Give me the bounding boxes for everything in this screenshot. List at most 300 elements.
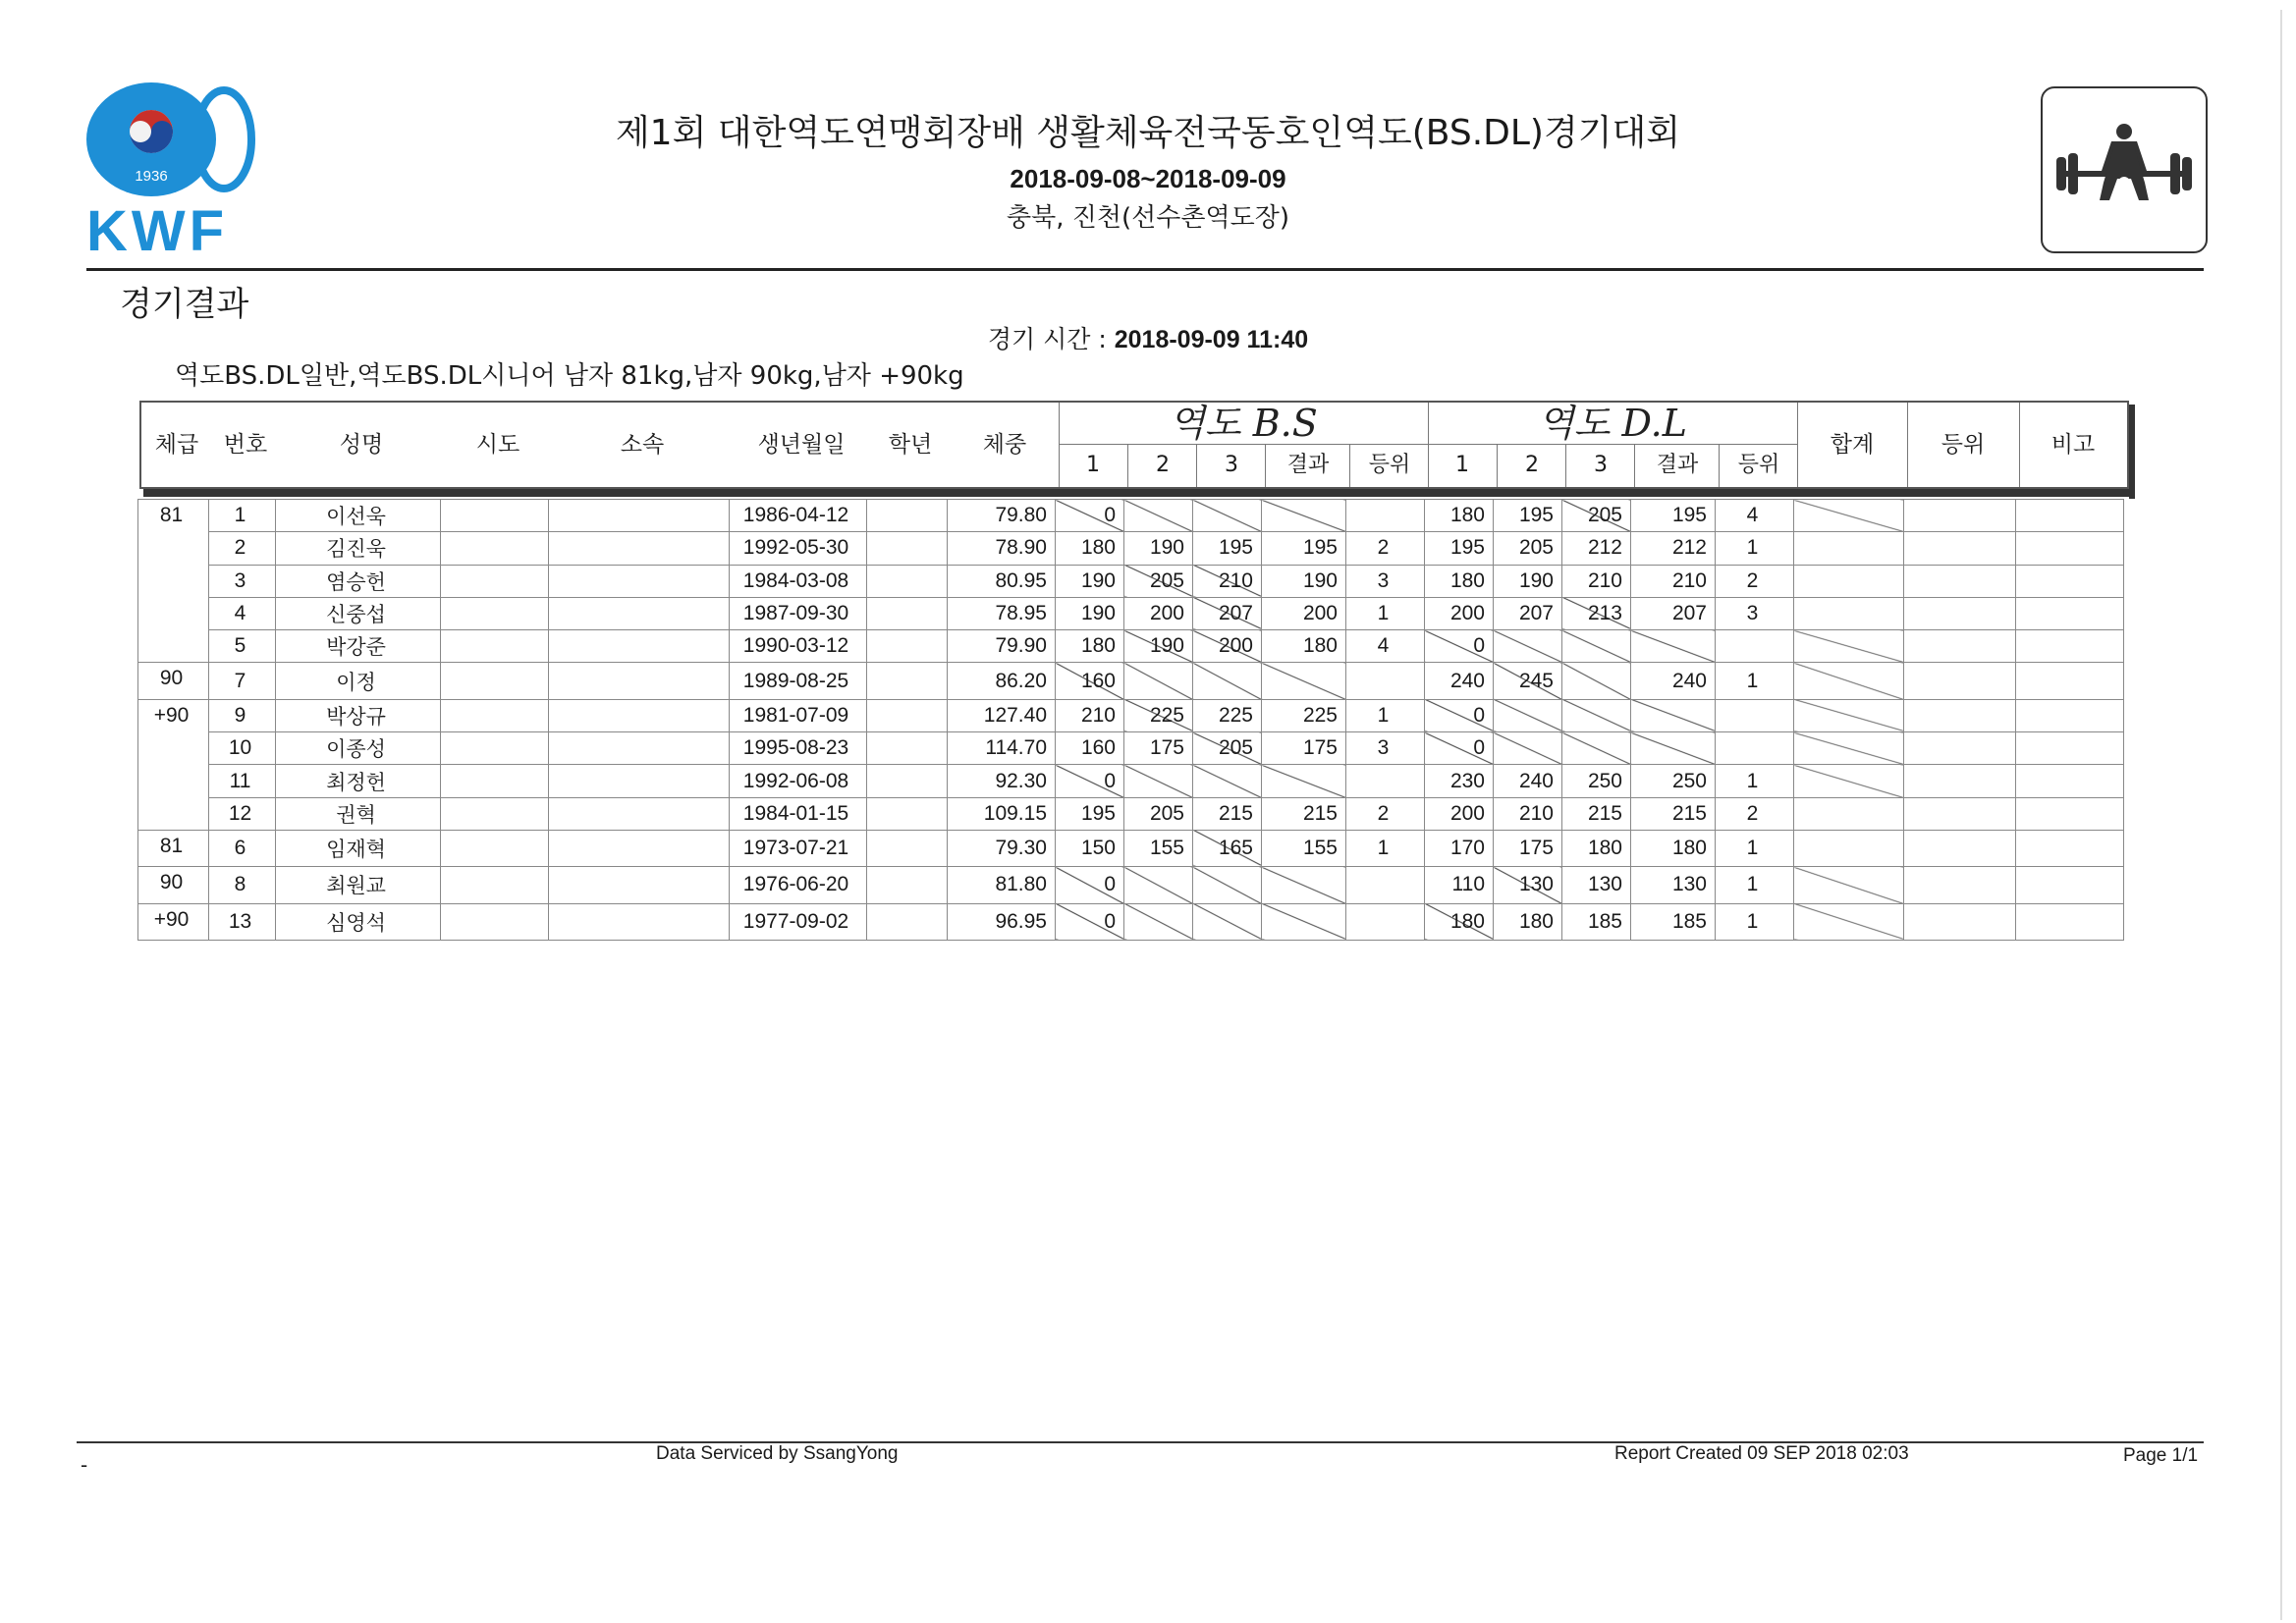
bs-attempt-2: 2 [1127,444,1197,487]
table-row [138,630,2124,663]
cell-bs-attempt [1193,867,1262,903]
footer-created: Report Created 09 SEP 2018 02:03 [1614,1443,1909,1464]
cell-name: 이종성 [276,732,441,765]
cell-name: 심영석 [276,903,441,940]
col-note: 비고 [2050,432,2096,458]
cell-bs-rank: 1 [1346,597,1425,629]
cell-grade [867,903,948,940]
cell-bs-attempt: 205 [1124,565,1193,597]
cell-affiliation [549,699,730,731]
cell-region [441,630,549,663]
col-affiliation: 소속 [620,432,665,458]
cell-bs-result: 175 [1262,732,1346,765]
logo-text: KWF [86,199,229,263]
cell-bs-attempt: 207 [1193,597,1262,629]
cell-bs-attempt [1124,867,1193,903]
cell-overall-rank [1904,765,2016,797]
cell-grade [867,830,948,866]
cell-total [1794,732,1904,765]
cell-overall-rank [1904,597,2016,629]
cell-dl-attempt: 240 [1494,765,1562,797]
dl-rank: 등위 [1719,444,1798,487]
cell-total [1794,699,1904,731]
cell-bs-result: 155 [1262,830,1346,866]
cell-bs-result [1262,765,1346,797]
cell-no: 5 [209,630,276,663]
cell-note [2016,765,2124,797]
cell-bs-result: 215 [1262,797,1346,830]
cell-dl-rank: 2 [1716,565,1794,597]
table-row [138,765,2124,797]
cell-dl-result: 210 [1631,565,1716,597]
cell-note [2016,532,2124,565]
cell-name: 염승헌 [276,565,441,597]
cell-no: 6 [209,830,276,866]
cell-total [1794,500,1904,532]
cell-total [1794,797,1904,830]
cell-dl-attempt [1494,630,1562,663]
cell-dl-attempt: 175 [1494,830,1562,866]
scan-edge [2280,10,2282,1620]
cell-bs-result: 190 [1262,565,1346,597]
cell-dl-attempt [1562,663,1631,699]
cell-region [441,903,549,940]
cell-affiliation [549,903,730,940]
cell-grade [867,663,948,699]
event-description: 역도BS.DL일반,역도BS.DL시니어 남자 81kg,남자 90kg,남자 +90kg [175,361,964,391]
cell-total [1794,532,1904,565]
cell-region [441,663,549,699]
cell-region [441,867,549,903]
cell-bs-attempt: 200 [1193,630,1262,663]
cell-grade [867,797,948,830]
cell-affiliation [549,500,730,532]
bs-group-label: 역도 B.S [1169,402,1318,445]
bs-rank: 등위 [1349,444,1429,487]
cell-name: 권혁 [276,797,441,830]
cell-dl-rank: 1 [1716,765,1794,797]
table-row [138,597,2124,629]
cell-bodyweight: 92.30 [948,765,1056,797]
cell-birth: 1977-09-02 [730,903,867,940]
cell-birth: 1986-04-12 [730,500,867,532]
cell-bs-attempt: 0 [1056,867,1124,903]
cell-bs-result: 180 [1262,630,1346,663]
cell-dl-result: 195 [1631,500,1716,532]
cell-total [1794,597,1904,629]
cell-bodyweight: 79.80 [948,500,1056,532]
cell-dl-rank: 1 [1716,830,1794,866]
cell-dl-attempt: 170 [1425,830,1494,866]
cell-class: 90 [138,867,209,903]
cell-dl-attempt: 215 [1562,797,1631,830]
cell-dl-result: 250 [1631,765,1716,797]
cell-bs-rank [1346,500,1425,532]
cell-birth: 1984-03-08 [730,565,867,597]
cell-dl-attempt: 240 [1425,663,1494,699]
cell-bs-attempt: 200 [1124,597,1193,629]
cell-dl-attempt: 250 [1562,765,1631,797]
cell-bs-rank [1346,867,1425,903]
cell-name: 김진욱 [276,532,441,565]
cell-dl-attempt: 205 [1494,532,1562,565]
cell-overall-rank [1904,500,2016,532]
cell-note [2016,597,2124,629]
cell-birth: 1995-08-23 [730,732,867,765]
cell-dl-attempt: 210 [1562,565,1631,597]
cell-total [1794,903,1904,940]
dl-group-label: 역도 D.L [1538,402,1687,445]
cell-name: 이선욱 [276,500,441,532]
cell-affiliation [549,630,730,663]
table-row [138,565,2124,597]
cell-dl-attempt [1562,732,1631,765]
cell-dl-rank: 2 [1716,797,1794,830]
weightlifter-icon [2043,88,2206,251]
cell-bs-attempt: 210 [1056,699,1124,731]
cell-bs-attempt: 180 [1056,630,1124,663]
cell-note [2016,903,2124,940]
cell-affiliation [549,732,730,765]
cell-bodyweight: 127.40 [948,699,1056,731]
cell-note [2016,630,2124,663]
cell-bs-attempt: 215 [1193,797,1262,830]
cell-dl-attempt: 200 [1425,597,1494,629]
cell-overall-rank [1904,830,2016,866]
cell-dl-attempt: 195 [1494,500,1562,532]
dl-result: 결과 [1634,444,1720,487]
cell-class: +90 [138,903,209,940]
cell-region [441,500,549,532]
cell-dl-attempt: 185 [1562,903,1631,940]
cell-dl-result [1631,732,1716,765]
cell-bs-attempt: 225 [1124,699,1193,731]
cell-affiliation [549,597,730,629]
cell-dl-result: 185 [1631,903,1716,940]
cell-region [441,830,549,866]
cell-name: 박상규 [276,699,441,731]
cell-bs-attempt: 0 [1056,903,1124,940]
footer-service: Data Serviced by SsangYong [656,1443,899,1464]
bs-attempt-1: 1 [1086,453,1100,477]
cell-bs-attempt: 190 [1124,630,1193,663]
cell-dl-attempt [1494,699,1562,731]
cell-bs-attempt [1124,765,1193,797]
cell-birth: 1992-05-30 [730,532,867,565]
cell-grade [867,565,948,597]
cell-no: 3 [209,565,276,597]
cell-dl-attempt: 213 [1562,597,1631,629]
cell-bs-result: 225 [1262,699,1346,731]
cell-bs-rank: 2 [1346,797,1425,830]
cell-overall-rank [1904,699,2016,731]
cell-bs-result [1262,867,1346,903]
cell-birth: 1987-09-30 [730,597,867,629]
cell-grade [867,630,948,663]
header-shadow [2129,405,2135,499]
cell-no: 11 [209,765,276,797]
cell-affiliation [549,663,730,699]
cell-note [2016,565,2124,597]
table-row [138,699,2124,731]
cell-bs-attempt: 190 [1124,532,1193,565]
cell-grade [867,500,948,532]
cell-bodyweight: 109.15 [948,797,1056,830]
cell-bs-rank [1346,765,1425,797]
bs-result: 결과 [1265,444,1350,487]
footer-page: Page 1/1 [2123,1445,2199,1466]
cell-note [2016,699,2124,731]
competition-venue: 충북, 진천(선수촌역도장) [1007,203,1289,233]
cell-overall-rank [1904,532,2016,565]
cell-dl-attempt: 110 [1425,867,1494,903]
table-row [138,903,2124,940]
results-table [137,499,2124,941]
cell-bodyweight: 96.95 [948,903,1056,940]
cell-region [441,765,549,797]
cell-dl-result [1631,630,1716,663]
cell-region [441,565,549,597]
cell-no: 12 [209,797,276,830]
cell-birth: 1992-06-08 [730,765,867,797]
table-row [138,867,2124,903]
cell-bs-rank [1346,663,1425,699]
cell-bs-rank: 3 [1346,732,1425,765]
cell-birth: 1976-06-20 [730,867,867,903]
cell-dl-attempt: 205 [1562,500,1631,532]
cell-dl-attempt [1494,732,1562,765]
cell-class: 81 [138,830,209,866]
cell-name: 신중섭 [276,597,441,629]
cell-dl-attempt: 0 [1425,699,1494,731]
col-overall-rank: 등위 [1941,432,1986,458]
cell-note [2016,500,2124,532]
cell-region [441,732,549,765]
cell-bs-attempt: 195 [1056,797,1124,830]
cell-dl-result: 215 [1631,797,1716,830]
cell-bodyweight: 79.90 [948,630,1056,663]
cell-affiliation [549,565,730,597]
cell-bs-rank: 1 [1346,830,1425,866]
cell-dl-attempt: 190 [1494,565,1562,597]
cell-dl-attempt: 180 [1425,565,1494,597]
dl-attempt-1: 1 [1455,453,1469,477]
cell-bs-attempt: 180 [1056,532,1124,565]
cell-bs-attempt: 190 [1056,565,1124,597]
table-row [138,532,2124,565]
cell-birth: 1973-07-21 [730,830,867,866]
cell-overall-rank [1904,565,2016,597]
cell-dl-rank: 1 [1716,532,1794,565]
cell-overall-rank [1904,797,2016,830]
cell-bs-rank: 1 [1346,699,1425,731]
cell-note [2016,797,2124,830]
cell-bs-attempt [1124,500,1193,532]
cell-bs-attempt: 210 [1193,565,1262,597]
cell-dl-rank [1716,699,1794,731]
cell-name: 임재혁 [276,830,441,866]
cell-dl-attempt: 180 [1425,903,1494,940]
document-title: 제1회 대한역도연맹회장배 생활체육전국동호인역도(BS.DL)경기대회 [615,113,1681,153]
cell-dl-result: 212 [1631,532,1716,565]
cell-grade [867,732,948,765]
cell-region [441,797,549,830]
header-divider [86,268,2204,271]
cell-bs-result [1262,500,1346,532]
cell-bs-attempt: 195 [1193,532,1262,565]
cell-birth: 1989-08-25 [730,663,867,699]
table-row [138,797,2124,830]
cell-bodyweight: 78.95 [948,597,1056,629]
cell-dl-rank [1716,630,1794,663]
cell-overall-rank [1904,903,2016,940]
cell-bodyweight: 86.20 [948,663,1056,699]
section-title: 경기결과 [120,285,249,324]
cell-dl-result: 207 [1631,597,1716,629]
cell-name: 최정헌 [276,765,441,797]
cell-name: 이정 [276,663,441,699]
results-table-header [139,401,2129,489]
cell-dl-attempt: 180 [1425,500,1494,532]
cell-no: 4 [209,597,276,629]
cell-grade [867,699,948,731]
cell-dl-rank: 1 [1716,663,1794,699]
cell-bs-rank: 4 [1346,630,1425,663]
cell-grade [867,597,948,629]
cell-bodyweight: 81.80 [948,867,1056,903]
cell-bs-result: 200 [1262,597,1346,629]
cell-region [441,597,549,629]
cell-dl-result: 130 [1631,867,1716,903]
cell-bs-attempt: 165 [1193,830,1262,866]
cell-bs-attempt: 225 [1193,699,1262,731]
cell-no: 7 [209,663,276,699]
cell-dl-attempt: 210 [1494,797,1562,830]
cell-note [2016,867,2124,903]
cell-bs-attempt: 190 [1056,597,1124,629]
cell-dl-attempt: 130 [1494,867,1562,903]
cell-birth: 1990-03-12 [730,630,867,663]
cell-dl-rank: 1 [1716,903,1794,940]
competition-time [0,320,2296,355]
cell-bs-attempt [1193,903,1262,940]
competition-dates: 2018-09-08~2018-09-09 [1010,164,1286,193]
cell-bs-attempt [1124,903,1193,940]
cell-dl-rank: 3 [1716,597,1794,629]
cell-no: 1 [209,500,276,532]
cell-birth: 1984-01-15 [730,797,867,830]
dl-attempt-2: 2 [1497,444,1566,487]
cell-bs-result [1262,903,1346,940]
cell-bs-attempt [1193,765,1262,797]
col-grade: 학년 [888,432,933,458]
cell-note [2016,732,2124,765]
cell-bodyweight: 80.95 [948,565,1056,597]
cell-affiliation [549,765,730,797]
cell-overall-rank [1904,630,2016,663]
cell-grade [867,532,948,565]
cell-affiliation [549,797,730,830]
cell-grade [867,765,948,797]
col-bodyweight: 체중 [982,432,1027,458]
cell-bs-attempt: 155 [1124,830,1193,866]
cell-bs-attempt: 0 [1056,500,1124,532]
cell-birth: 1981-07-09 [730,699,867,731]
cell-total [1794,867,1904,903]
cell-total [1794,765,1904,797]
cell-bs-rank: 3 [1346,565,1425,597]
cell-total [1794,663,1904,699]
cell-no: 9 [209,699,276,731]
cell-dl-result: 180 [1631,830,1716,866]
cell-no: 13 [209,903,276,940]
cell-total [1794,565,1904,597]
col-name: 성명 [339,432,384,458]
cell-dl-attempt: 0 [1425,630,1494,663]
cell-grade [867,867,948,903]
cell-dl-attempt: 230 [1425,765,1494,797]
cell-bodyweight: 78.90 [948,532,1056,565]
dl-attempt-3: 3 [1565,444,1635,487]
cell-bs-result: 195 [1262,532,1346,565]
cell-overall-rank [1904,663,2016,699]
cell-class: +90 [138,699,209,830]
competition-time-value: 2018-09-09 11:40 [1114,326,1309,353]
cell-no: 8 [209,867,276,903]
cell-bs-attempt: 0 [1056,765,1124,797]
document-header [0,108,2296,238]
cell-class: 90 [138,663,209,699]
cell-dl-attempt: 0 [1425,732,1494,765]
table-row [138,500,2124,532]
cell-dl-attempt: 180 [1494,903,1562,940]
cell-no: 2 [209,532,276,565]
cell-dl-attempt: 130 [1562,867,1631,903]
cell-dl-attempt: 180 [1562,830,1631,866]
cell-dl-attempt [1562,699,1631,731]
cell-dl-attempt: 212 [1562,532,1631,565]
col-no: 번호 [223,432,268,458]
cell-bs-attempt [1193,500,1262,532]
cell-region [441,699,549,731]
competition-time-label: 경기 시간 : [987,325,1115,353]
cell-note [2016,663,2124,699]
cell-bs-attempt: 160 [1056,732,1124,765]
cell-dl-result [1631,699,1716,731]
cell-bs-attempt [1193,663,1262,699]
cell-bs-attempt: 205 [1193,732,1262,765]
cell-bs-attempt: 160 [1056,663,1124,699]
cell-affiliation [549,830,730,866]
cell-dl-result: 240 [1631,663,1716,699]
col-total: 합계 [1830,432,1875,458]
cell-bs-rank [1346,903,1425,940]
cell-dl-attempt: 245 [1494,663,1562,699]
col-class: 체급 [154,432,199,458]
weightlifter-pictogram [2041,86,2208,253]
cell-dl-rank [1716,732,1794,765]
cell-bs-attempt [1124,663,1193,699]
cell-dl-attempt: 195 [1425,532,1494,565]
cell-affiliation [549,532,730,565]
cell-bodyweight: 114.70 [948,732,1056,765]
cell-dl-rank: 4 [1716,500,1794,532]
table-row [138,663,2124,699]
cell-overall-rank [1904,732,2016,765]
cell-note [2016,830,2124,866]
footer-left-mark: - [81,1453,88,1477]
cell-region [441,532,549,565]
